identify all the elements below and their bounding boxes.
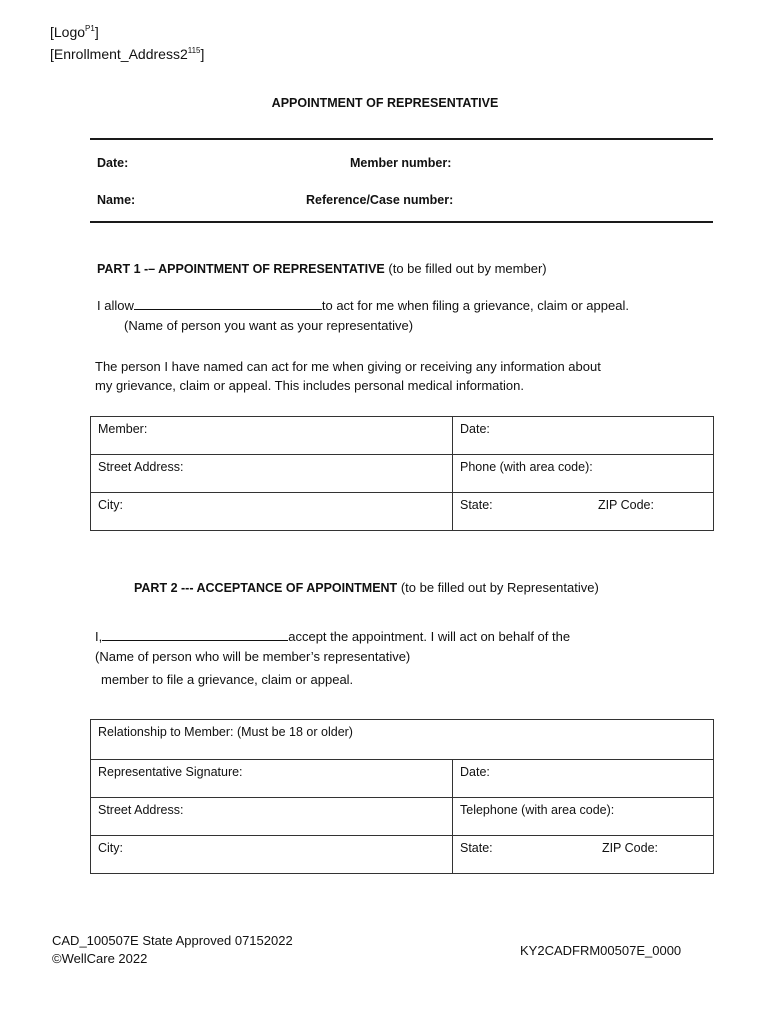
allow-suffix: to act for me when filing a grievance, claim or appeal. bbox=[321, 298, 629, 313]
member-state-label: State: bbox=[460, 498, 493, 512]
page-title: APPOINTMENT OF REPRESENTATIVE bbox=[271, 96, 499, 110]
member-number-label: Member number: bbox=[350, 156, 452, 170]
bottom-rule bbox=[90, 221, 713, 223]
rep-state-zip-cell[interactable] bbox=[453, 836, 714, 874]
table-row bbox=[91, 720, 714, 760]
footer-form-id: KY2CADFRM00507E_0000 bbox=[520, 943, 682, 958]
table-row bbox=[91, 760, 714, 798]
address-sup: 115 bbox=[187, 46, 201, 55]
accept-line bbox=[95, 629, 570, 644]
member-city-field[interactable]: City: bbox=[91, 493, 453, 531]
table-row bbox=[91, 493, 714, 531]
logo-sup: P1 bbox=[85, 24, 95, 33]
signature-field[interactable]: Representative Signature: bbox=[91, 760, 453, 798]
allow-prefix: I allow bbox=[97, 298, 134, 313]
part2-heading bbox=[134, 580, 599, 595]
member-info-table bbox=[90, 416, 714, 531]
address-close: ] bbox=[200, 46, 205, 62]
representative-info-table bbox=[90, 719, 714, 874]
top-rule bbox=[90, 138, 713, 140]
rep-telephone-field[interactable]: Telephone (with area code): bbox=[453, 798, 714, 836]
part1-heading bbox=[97, 261, 547, 276]
name-label: Name: bbox=[97, 193, 136, 207]
logo-text: [Logo bbox=[50, 24, 86, 40]
part1-paragraph-line1: The person I have named can act for me when giving or receiving any information about bbox=[95, 359, 601, 374]
rep-state-label: State: bbox=[460, 841, 493, 855]
member-field[interactable]: Member: bbox=[91, 417, 453, 455]
address-placeholder bbox=[50, 46, 204, 62]
table-row bbox=[91, 455, 714, 493]
member-street-field[interactable]: Street Address: bbox=[91, 455, 453, 493]
member-date-field[interactable]: Date: bbox=[453, 417, 714, 455]
part2-heading-bold: PART 2 --- ACCEPTANCE OF APPOINTMENT bbox=[134, 581, 398, 595]
part1-heading-bold: PART 1 -– APPOINTMENT OF REPRESENTATIVE bbox=[97, 262, 385, 276]
allow-caption: (Name of person you want as your representative) bbox=[124, 318, 414, 333]
footer-approval-code: CAD_100507E State Approved 07152022 bbox=[52, 933, 293, 948]
representative-name-blank[interactable] bbox=[134, 298, 322, 310]
table-row bbox=[91, 798, 714, 836]
logo-close: ] bbox=[94, 24, 99, 40]
date-label: Date: bbox=[97, 156, 129, 170]
accept-suffix: accept the appointment. I will act on behalf of the bbox=[288, 629, 571, 644]
accept-caption: (Name of person who will be member’s representative) bbox=[95, 649, 411, 664]
part2-heading-note: (to be filled out by Representative) bbox=[397, 580, 599, 595]
accept-prefix: I, bbox=[95, 629, 103, 644]
member-state-zip-cell[interactable] bbox=[453, 493, 714, 531]
member-phone-field[interactable]: Phone (with area code): bbox=[453, 455, 714, 493]
logo-placeholder bbox=[50, 24, 99, 40]
accept-line3: member to file a grievance, claim or appeal. bbox=[101, 672, 354, 687]
part1-heading-note: (to be filled out by member) bbox=[384, 261, 547, 276]
allow-line bbox=[97, 298, 629, 313]
representative-self-name-blank[interactable] bbox=[102, 629, 288, 641]
table-row bbox=[91, 836, 714, 874]
rep-date-field[interactable]: Date: bbox=[453, 760, 714, 798]
relationship-field[interactable]: Relationship to Member: (Must be 18 or older) bbox=[91, 720, 714, 760]
rep-street-field[interactable]: Street Address: bbox=[91, 798, 453, 836]
reference-label: Reference/Case number: bbox=[306, 193, 454, 207]
footer-copyright: ©WellCare 2022 bbox=[52, 951, 148, 966]
part1-paragraph-line2: my grievance, claim or appeal. This includes personal medical information. bbox=[95, 378, 524, 393]
rep-zip-label: ZIP Code: bbox=[601, 841, 659, 855]
table-row bbox=[91, 417, 714, 455]
member-zip-label: ZIP Code: bbox=[597, 498, 654, 512]
address-text: [Enrollment_Address2 bbox=[50, 46, 188, 62]
rep-city-field[interactable]: City: bbox=[91, 836, 453, 874]
